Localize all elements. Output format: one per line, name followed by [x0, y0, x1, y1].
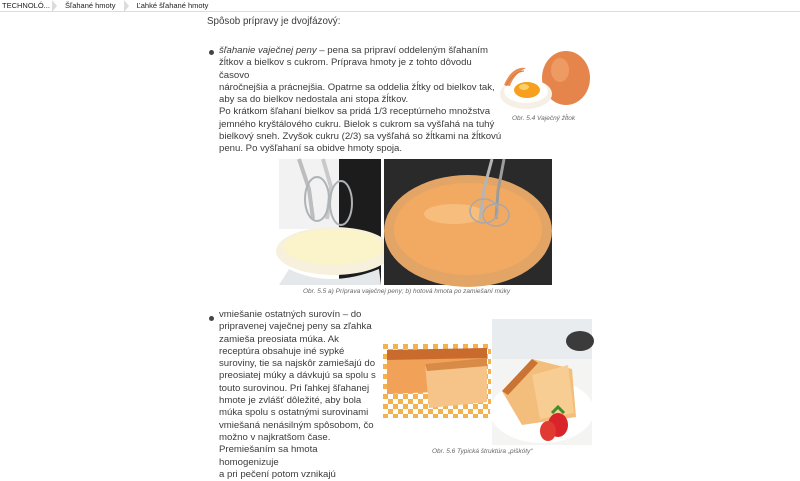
egg-yolk-photo [496, 42, 594, 112]
section2-line: možno v najkratšom čase. [219, 431, 331, 443]
section1-line: jemného kryštálového cukru. Bielok s cukrom sa vyšľahá na tuhý [219, 118, 495, 130]
section2-line: zamieša preosiata múka. Ak [219, 333, 339, 345]
section1-paragraph [219, 45, 504, 156]
section1-line: bielkový sneh. Zvyšok cukru (2/3) sa vyšľahá so žĺtkami na žĺtkovú [219, 131, 502, 143]
section2-paragraph [219, 309, 379, 481]
sponge-slices-photo [492, 319, 592, 445]
finished-batter-photo [384, 159, 552, 285]
intro-text: Spôsob prípravy je dvojfázový: [207, 16, 341, 27]
section1-line: náročnejšia a prácnejšia. Opatrne sa oddelia žĺtky od bielkov tak, [219, 81, 495, 93]
list-bullet [209, 50, 214, 55]
breadcrumb-separator [52, 0, 57, 12]
section2-line: suroviny, tie sa najskôr zamiešajú do [219, 358, 376, 370]
breadcrumb-item[interactable]: TECHNOLÓ... [2, 1, 50, 10]
section2-line: Premiešaním sa hmota homogenizuje [219, 444, 318, 468]
mixer-foam-photo [279, 159, 381, 285]
breadcrumb-separator [124, 0, 129, 12]
section1-term: šľahanie vaječnej peny [219, 45, 317, 56]
section1-line: žĺtkov a bielkov s cukrom. Príprava hmoty je z tohto dôvodu časovo [219, 57, 472, 81]
section1-line: šľahanie vaječnej peny – pena sa pripraví oddeleným šľahaním [219, 45, 488, 56]
section2-line: receptúra obsahuje iné sypké [219, 345, 345, 357]
section2-line: touto surovinou. Pri ľahkej šľahanej [219, 382, 370, 394]
mixer-caption: Obr. 5.5 a) Príprava vaječnej peny; b) hotová hmota po zamiešaní múky [303, 288, 511, 295]
sponge-cake-photo [383, 344, 491, 418]
section2-line: vmiešaná nenásilným spôsobom, čo [219, 419, 374, 431]
breadcrumb-item[interactable]: Šľahané hmoty [65, 1, 116, 10]
egg-caption: Obr. 5.4 Vaječný žĺtok [512, 115, 576, 122]
list-bullet [209, 316, 214, 321]
section2-line: a pri pečení potom vznikajú [219, 468, 336, 480]
section2-line: pripravenej vaječnej peny sa zľahka [219, 321, 372, 333]
breadcrumb [0, 0, 800, 12]
breadcrumb-item-current[interactable]: Ľahké šľahané hmoty [136, 1, 209, 10]
section1-line: penu. Po vyšľahaní sa obidve hmoty spoja. [219, 143, 403, 155]
section2-line: hmote je zvlášť dôležité, aby bola [219, 395, 362, 407]
cake-caption: Obr. 5.6 Typická štruktúra „piškóty“ [432, 448, 533, 455]
section2-line: preosiatej múky a dávkujú sa spolu s [219, 370, 376, 382]
section1-line: aby sa do bielkov nedostala ani stopa žĺtkov. [219, 94, 409, 106]
section2-line: múka spolu s ostatnými surovinami [219, 407, 369, 419]
section2-line: vmiešanie ostatných surovín – do [219, 309, 362, 320]
section1-line: Po krátkom šľahaní bielkov sa pridá 1/3 receptúrneho množstva [219, 106, 491, 118]
